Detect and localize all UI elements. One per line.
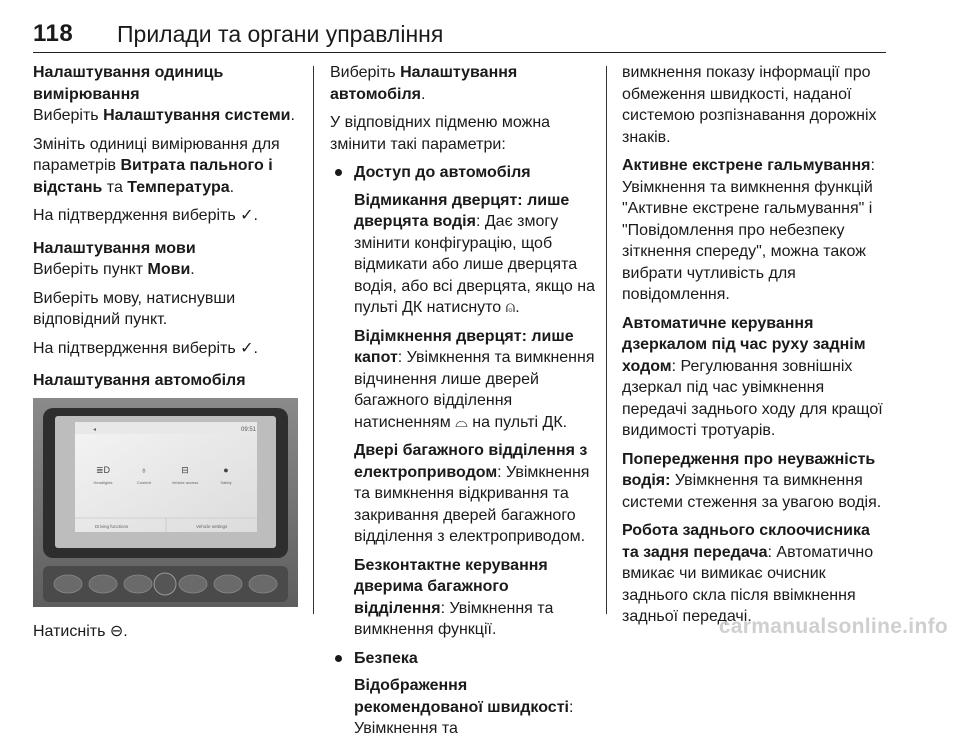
column-divider (313, 66, 314, 614)
tailgate-icon: ⌓ (455, 413, 468, 431)
column-middle (330, 62, 595, 747)
paragraph: Робота заднього склоочисника та задня передача: Автоматично вмикає чи вимикає очисник заднього скла після ввімкнення задньої передачі. (622, 522, 874, 625)
paragraph: вимкнення показу інформації про обмеження швидкості, наданої системою розпізнавання дорожніх знаків. (622, 64, 877, 146)
paragraph: Змініть одиниці вимірювання для параметрів Витрата пального і відстань та Температура. (33, 135, 280, 196)
paragraph: Автоматичне керування дзеркалом під час руху заднім ходом: Регулювання зовнішніх дзеркал під час увімкнення передачі заднього ходу для кращої видимості тротуарів. (622, 314, 883, 439)
section-heading-units: Налаштування одиниць вимірювання (33, 64, 224, 103)
list-subitem: Відмикання дверцят: лише дверцята водія: Дає змогу змінити конфігурацію, щоб відмикати або лише дверцята водія, або всі дверцята, якщо на пульті ДК натиснуто ⍝. Відімкнення дверцят: лише капот: Увімкнення та вимкнення відчинення лише дверей багажного відділення натисненням ⌓ на пульті ДК. Двері багажного відділення з електроприводом: Увімкнення та вимкнення відкривання та закривання дверей багажного відділення з електроприводом. Безконтактне керування дверима багажного відділення: Увімкнення та вимкнення функції. (354, 191, 595, 638)
paragraph: Виберіть мову, натиснувши відповідний пункт. (33, 289, 236, 328)
screen-tile-label: Headlights (93, 479, 113, 485)
column-right (622, 62, 890, 635)
svg-text:●: ● (223, 464, 229, 475)
svg-text:♁: ♁ (140, 464, 148, 475)
screen-tile-label: Comfort (136, 479, 152, 485)
paragraph: У відповідних підменю можна змінити такі параметри: (330, 114, 551, 153)
paragraph: Активне екстрене гальмування: Увімкнення та вимкнення функцій "Активне екстрене гальмування" і "Повідомлення про небезпеку зіткнення спереду", можна також вибрати чутливість для повідомлення. (622, 157, 875, 303)
page-number: 118 (33, 20, 74, 47)
screen-tile-label: Safety (220, 479, 232, 485)
watermark-text: carmanualsonline.info (718, 615, 948, 638)
list-item: Доступ до автомобіля (330, 162, 595, 184)
lock-icon: ⍝ (505, 299, 516, 316)
checkmark-icon: ✓ (240, 339, 254, 357)
infotainment-photo (33, 398, 298, 607)
page-title: Прилади та органи управління (117, 21, 444, 47)
checkmark-icon: ✓ (240, 207, 254, 224)
paragraph: На підтвердження виберіть ✓. (33, 205, 298, 227)
paragraph: Виберіть Налаштування системи. (33, 107, 295, 124)
list-subitem: Відображення рекомендованої швидкості: Увімкнення та (354, 677, 574, 737)
paragraph: Виберіть пункт Мови. (33, 261, 195, 278)
page-header (33, 18, 886, 53)
column-left (33, 62, 298, 649)
svg-text:⊟: ⊟ (181, 464, 189, 475)
paragraph: Натисніть ⊖. (33, 621, 298, 643)
paragraph: Виберіть Налаштування автомобіля. (330, 64, 518, 103)
paragraph: На підтвердження виберіть ✓. (33, 338, 298, 360)
svg-text:≣D: ≣D (95, 464, 111, 475)
list-item: Безпека (330, 648, 595, 670)
section-heading-vehicle: Налаштування автомобіля (33, 372, 246, 389)
screen-tile-label: Vehicle access (171, 479, 199, 485)
vehicle-settings-icon: ⊖ (109, 622, 124, 640)
screen-button-driving: Driving functions (95, 523, 129, 529)
section-heading-language: Налаштування мови (33, 239, 196, 257)
screen-button-vehicle: Vehicle settings (196, 523, 228, 529)
svg-text:◂: ◂ (93, 426, 97, 433)
screen-clock: 09:51 (241, 426, 257, 433)
footer-watermark (0, 612, 960, 642)
paragraph: Попередження про неуважність водія: Увімкнення та вимкнення системи стеження за увагою водія. (622, 450, 882, 511)
column-divider (606, 66, 607, 614)
